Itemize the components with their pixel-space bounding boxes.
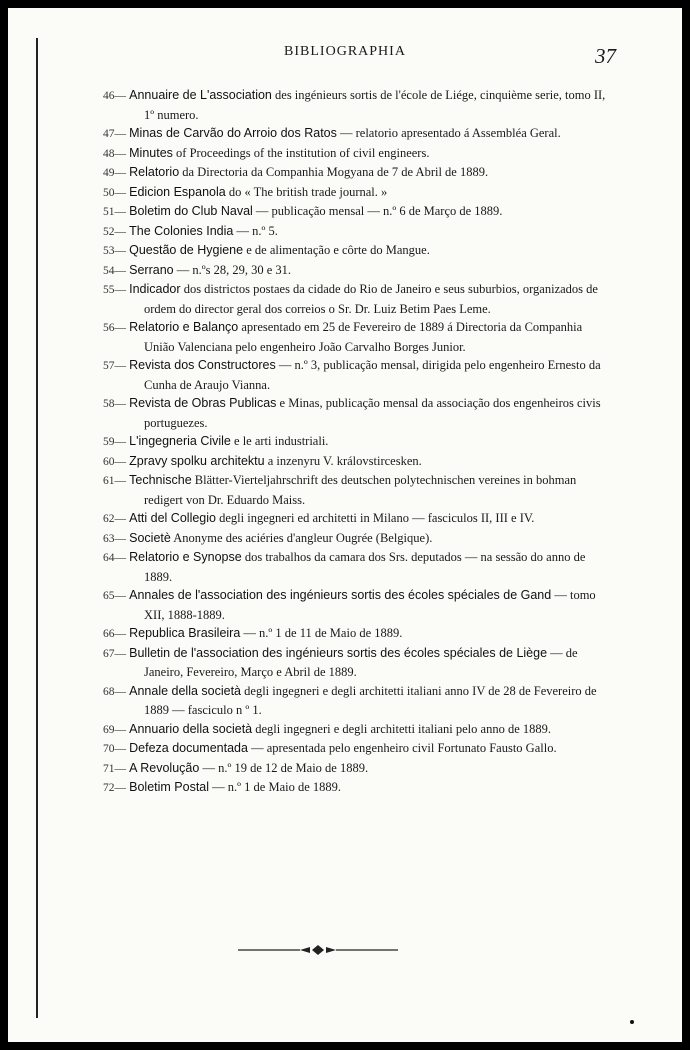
bibliography-entry — [8, 241, 682, 261]
bibliography-entry — [8, 586, 682, 624]
bibliography-entry — [8, 509, 682, 529]
entry-title: Boletim do Club Naval — [129, 204, 253, 218]
entry-number: 47— — [103, 128, 126, 140]
bibliography-entry — [8, 624, 682, 644]
bibliography-entry — [8, 356, 682, 394]
entry-description: des ingénieurs sortis de l'école de Liége, cinquième serie, tomo II, 1º numero. — [144, 88, 606, 122]
bibliography-entry — [8, 163, 682, 183]
entry-title: Boletim Postal — [129, 780, 210, 794]
entry-number: 65— — [103, 590, 126, 602]
entry-title: Societè — [129, 530, 171, 545]
entry-title: Serrano — [129, 262, 174, 277]
bibliography-entry — [8, 261, 682, 281]
entry-title: Defeza documentada — [129, 741, 248, 755]
entry-title: Relatorio e Balanço — [129, 320, 239, 334]
entry-description: — n.º 3, publicação mensal, dirigida pelo engenheiro Ernesto da Cunha de Araujo Vianna. — [144, 358, 601, 392]
bibliography-entry — [8, 202, 682, 222]
bibliography-entry — [8, 183, 682, 203]
bibliography-entry — [8, 144, 682, 164]
entry-number: 60— — [103, 455, 126, 468]
entry-number: 69— — [103, 723, 126, 736]
entry-description: Blätter-Vierteljahrschrift des deutschen polytechnischen vereines in bohman redigert von Dr. Eduardo Maiss. — [144, 473, 577, 507]
entry-title: Questão de Hygiene — [129, 243, 244, 257]
entry-number: 54— — [103, 264, 126, 277]
entry-number: 46— — [103, 90, 126, 102]
entry-number: 70— — [103, 743, 126, 755]
entry-description: degli ingegneri e degli architetti italiani anno IV de 28 de Fevereiro de 1889 — fasciculo n º 1. — [144, 683, 597, 717]
entry-number: 53— — [103, 245, 126, 257]
bibliography-entry — [8, 739, 682, 759]
bibliography-entry — [8, 778, 682, 798]
entry-description: a inzenyru V. královstircesken. — [267, 453, 422, 468]
entry-description: — relatorio apresentado á Assembléa Geral. — [340, 126, 561, 140]
entry-title: L'ingegneria Civile — [129, 434, 231, 448]
entry-number: 59— — [103, 436, 126, 448]
entry-title: Republica Brasileira — [129, 626, 241, 640]
entry-description: — n.ºs 28, 29, 30 e 31. — [176, 262, 292, 277]
entry-title: A Revolução — [129, 760, 200, 775]
entry-title: Relatorio — [129, 165, 180, 179]
entry-description: — n.º 5. — [236, 223, 278, 238]
entry-number: 64— — [103, 552, 126, 564]
end-ornament — [238, 944, 398, 956]
entry-description: e Minas, publicação mensal da associação dos engenheiros civis portuguezes. — [144, 396, 601, 430]
running-title: BIBLIOGRAPHIA — [284, 44, 406, 59]
entry-description: degli ingegneri e degli architetti italiani pelo anno de 1889. — [255, 721, 551, 736]
entry-number: 52— — [103, 225, 126, 238]
entry-number: 62— — [103, 513, 126, 525]
bibliography-entry — [8, 394, 682, 432]
bibliography-entry — [8, 759, 682, 779]
entry-number: 55— — [103, 284, 126, 296]
entry-title: Annuaire de L'association — [129, 88, 272, 102]
bibliography-entry — [8, 318, 682, 356]
entry-description: dos trabalhos da camara dos Srs. deputados — na sessão do anno de 1889. — [144, 550, 586, 584]
entry-number: 50— — [103, 186, 126, 199]
entry-description: do « The british trade journal. » — [228, 184, 388, 199]
entry-number: 67— — [103, 647, 126, 660]
entry-title: Annuario della società — [129, 721, 253, 736]
bibliography-list — [8, 86, 682, 798]
bibliography-entry — [8, 471, 682, 509]
entry-number: 66— — [103, 628, 126, 640]
entry-title: Atti del Collegio — [129, 511, 216, 525]
entry-description: — n.º 19 de 12 de Maio de 1889. — [202, 760, 369, 775]
entry-number: 48— — [103, 147, 126, 160]
bibliography-entry — [8, 452, 682, 472]
entry-description: degli ingegneri ed architetti in Milano — fasciculos II, III e IV. — [219, 511, 535, 525]
entry-number: 63— — [103, 532, 126, 545]
entry-description: — publicação mensal — n.º 6 de Março de 1889. — [255, 204, 503, 218]
entry-description: e de alimentação e côrte do Mangue. — [246, 243, 430, 257]
page-number: 37 — [595, 44, 616, 68]
entry-title: Minutes — [129, 145, 173, 160]
bibliography-entry — [8, 280, 682, 318]
entry-title: Annales de l'association des ingénieurs sortis des écoles spéciales de Gand — [129, 588, 552, 602]
entry-description: — tomo XII, 1888-1889. — [144, 588, 596, 622]
bibliography-entry — [8, 720, 682, 740]
entry-number: 57— — [103, 360, 126, 372]
bibliography-entry — [8, 222, 682, 242]
entry-description: — n.º 1 de 11 de Maio de 1889. — [243, 626, 403, 640]
entry-description: of Proceedings of the institution of civil engineers. — [176, 145, 430, 160]
bibliography-entry — [8, 548, 682, 586]
entry-description: — de Janeiro, Fevereiro, Março e Abril de 1889. — [144, 645, 578, 679]
entry-description: — apresentada pelo engenheiro civil Fortunato Fausto Gallo. — [251, 741, 557, 755]
entry-title: Revista dos Constructores — [129, 358, 276, 372]
entry-number: 51— — [103, 206, 126, 218]
bibliography-entry — [8, 644, 682, 682]
page-mark — [630, 1020, 634, 1024]
entry-description: apresentado em 25 de Fevereiro de 1889 á Directoria da Companhia União Valenciana pelo engenheiro João Carvalho Borges Junior. — [144, 320, 583, 354]
entry-description: — n.º 1 de Maio de 1889. — [212, 780, 342, 794]
bibliography-entry — [8, 124, 682, 144]
entry-title: Minas de Carvão do Arroio dos Ratos — [129, 126, 337, 140]
entry-title: Zpravy spolku architektu — [129, 453, 265, 468]
bibliography-entry — [8, 529, 682, 549]
entry-title: Annale della società — [129, 683, 242, 698]
entry-description: dos districtos postaes da cidade do Rio de Janeiro e seus suburbios, organizados de ordem do director geral dos correios o Sr. Dr. Luiz Betim Paes Leme. — [144, 282, 598, 316]
bibliography-entry — [8, 682, 682, 720]
entry-title: Bulletin de l'association des ingénieurs sortis des écoles spéciales de Liège — [129, 645, 548, 660]
entry-title: Edicion Espanola — [129, 184, 226, 199]
entry-description: Anonyme des aciéries d'angleur Ougrée (Belgique). — [173, 530, 433, 545]
entry-number: 71— — [103, 762, 126, 775]
bibliography-entry — [8, 86, 682, 124]
entry-description: e le arti industriali. — [234, 434, 329, 448]
entry-title: Revista de Obras Publicas — [129, 396, 277, 410]
entry-number: 58— — [103, 398, 126, 410]
entry-number: 68— — [103, 685, 126, 698]
entry-number: 61— — [103, 475, 126, 487]
entry-number: 49— — [103, 167, 126, 179]
entry-title: Relatorio e Synopse — [129, 550, 242, 564]
entry-title: The Colonies India — [129, 223, 234, 238]
entry-title: Indicador — [129, 282, 181, 296]
entry-description: da Directoria da Companhia Mogyana de 7 de Abril de 1889. — [182, 165, 489, 179]
entry-number: 72— — [103, 782, 126, 794]
entry-title: Technische — [129, 473, 192, 487]
book-page — [8, 8, 682, 1042]
bibliography-entry — [8, 432, 682, 452]
entry-number: 56— — [103, 322, 126, 334]
